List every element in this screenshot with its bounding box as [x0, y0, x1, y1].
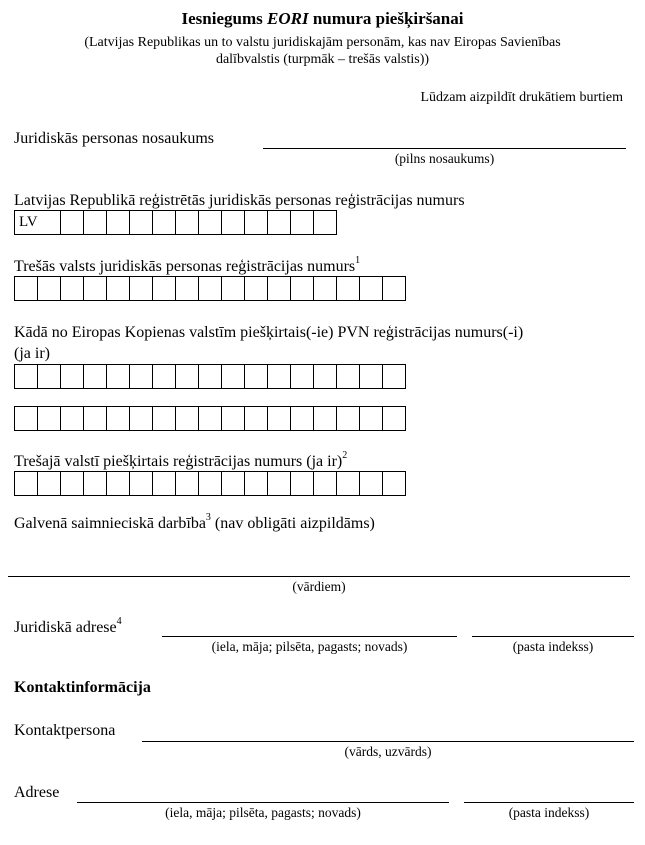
char-box[interactable] [360, 472, 383, 495]
char-box[interactable] [360, 277, 383, 300]
lv-prefix-box: LV [15, 211, 61, 234]
contact-postal-input-line[interactable] [464, 802, 634, 803]
legal-name-caption: (pilns nosaukums) [394, 151, 495, 166]
char-box[interactable] [314, 407, 337, 430]
char-box[interactable] [291, 365, 314, 388]
vat-boxes-1[interactable] [14, 364, 406, 389]
legal-postal-input-line[interactable] [472, 636, 634, 637]
char-box[interactable] [222, 277, 245, 300]
char-box[interactable] [291, 277, 314, 300]
contact-heading: Kontaktinformācija [14, 679, 151, 696]
char-box[interactable] [268, 472, 291, 495]
char-box[interactable] [222, 211, 245, 234]
char-box[interactable] [245, 407, 268, 430]
char-box[interactable] [245, 211, 268, 234]
third-reg-label: Trešās valsts juridiskās personas reģistrācijas numurs$^1$ [14, 255, 361, 275]
char-box[interactable] [199, 277, 222, 300]
lv-reg-label: Latvijas Republikā reģistrētās juridiskās personas reģistrācijas numurs [14, 192, 465, 209]
vat-label-line2: (ja ir) [14, 345, 50, 362]
char-box[interactable] [84, 211, 107, 234]
form-subtitle-line1: (Latvijas Republikas un to valstu juridiskajām personām, kas nav Eiropas Savienības [84, 35, 561, 50]
char-box[interactable] [245, 472, 268, 495]
char-box[interactable] [337, 365, 360, 388]
char-box[interactable] [61, 365, 84, 388]
char-box[interactable] [176, 277, 199, 300]
char-box[interactable] [61, 211, 84, 234]
vat-label-line1: Kādā no Eiropas Kopienas valstīm piešķirtais(-ie) PVN reģistrācijas numurs(-i) [14, 324, 524, 341]
char-box[interactable] [199, 365, 222, 388]
char-box[interactable] [15, 365, 38, 388]
char-box[interactable] [107, 472, 130, 495]
char-box[interactable] [107, 407, 130, 430]
char-box[interactable] [15, 277, 38, 300]
char-box[interactable] [38, 365, 61, 388]
char-box[interactable] [61, 472, 84, 495]
char-box[interactable] [222, 365, 245, 388]
activity-label: Galvenā saimnieciskā darbība$^3$ (nav obligāti aizpildāms) [14, 512, 375, 532]
activity-input-line[interactable] [8, 576, 630, 577]
char-box[interactable] [314, 365, 337, 388]
char-box[interactable] [61, 277, 84, 300]
char-box[interactable] [291, 211, 314, 234]
char-box[interactable] [245, 277, 268, 300]
char-box[interactable] [222, 407, 245, 430]
char-box[interactable] [337, 407, 360, 430]
char-box[interactable] [153, 472, 176, 495]
legal-address-input-line[interactable] [162, 636, 457, 637]
third-reg-boxes[interactable] [14, 276, 406, 301]
char-box[interactable] [107, 277, 130, 300]
vat-boxes-2[interactable] [14, 406, 406, 431]
char-box[interactable] [176, 407, 199, 430]
char-box[interactable] [153, 407, 176, 430]
char-box[interactable] [130, 277, 153, 300]
contact-person-label: Kontaktpersona [14, 722, 116, 739]
char-box[interactable] [130, 472, 153, 495]
legal-postal-caption: (pasta indekss) [512, 639, 594, 654]
fill-instruction: Lūdzam aizpildīt drukātiem burtiem [420, 90, 623, 105]
char-box[interactable] [383, 365, 406, 388]
char-box[interactable] [130, 407, 153, 430]
char-box[interactable] [84, 472, 107, 495]
contact-address-label: Adrese [14, 784, 60, 801]
contact-postal-caption: (pasta indekss) [508, 805, 590, 820]
char-box[interactable] [383, 407, 406, 430]
char-box[interactable] [15, 472, 38, 495]
char-box[interactable] [245, 365, 268, 388]
char-box[interactable] [314, 472, 337, 495]
char-box[interactable] [268, 407, 291, 430]
char-box[interactable] [383, 472, 406, 495]
char-box[interactable] [199, 472, 222, 495]
char-box[interactable] [268, 211, 291, 234]
char-box[interactable] [291, 407, 314, 430]
contact-address-input-line[interactable] [77, 802, 449, 803]
char-box[interactable] [84, 365, 107, 388]
contact-address-caption: (iela, māja; pilsēta, pagasts; novads) [165, 805, 361, 820]
char-box[interactable] [38, 472, 61, 495]
form-title: Iesniegums EORI numura piešķiršanai [181, 9, 464, 28]
char-box[interactable] [61, 407, 84, 430]
char-box[interactable] [337, 277, 360, 300]
char-box[interactable] [199, 211, 222, 234]
char-box[interactable] [176, 211, 199, 234]
third-country-reg-boxes[interactable] [14, 471, 406, 496]
char-box[interactable] [38, 407, 61, 430]
char-box[interactable] [84, 277, 107, 300]
char-box[interactable] [130, 211, 153, 234]
char-box[interactable] [153, 365, 176, 388]
contact-person-caption: (vārds, uzvārds) [344, 744, 432, 759]
char-box[interactable] [176, 365, 199, 388]
third-country-reg-label: Trešajā valstī piešķirtais reģistrācijas numurs (ja ir)$^2$ [14, 450, 348, 470]
char-box[interactable] [268, 277, 291, 300]
char-box[interactable] [38, 277, 61, 300]
char-box[interactable] [130, 365, 153, 388]
char-box[interactable] [291, 472, 314, 495]
char-box[interactable] [107, 365, 130, 388]
char-box[interactable] [15, 407, 38, 430]
legal-address-label: Juridiskā adrese$^4$ [14, 616, 122, 636]
legal-name-label: Juridiskās personas nosaukums [14, 130, 214, 147]
char-box[interactable] [383, 277, 406, 300]
char-box[interactable] [153, 277, 176, 300]
legal-name-input-line[interactable] [263, 148, 626, 149]
char-box[interactable] [360, 407, 383, 430]
form-subtitle-line2: dalībvalstis (turpmāk – trešās valstis)) [215, 52, 430, 67]
char-box[interactable] [222, 472, 245, 495]
char-box[interactable] [314, 277, 337, 300]
char-box[interactable] [360, 365, 383, 388]
char-box[interactable] [268, 365, 291, 388]
lv-reg-boxes[interactable] [14, 210, 337, 235]
char-box[interactable] [84, 407, 107, 430]
char-box[interactable] [314, 211, 337, 234]
legal-address-caption: (iela, māja; pilsēta, pagasts; novads) [211, 639, 408, 654]
activity-caption: (vārdiem) [292, 579, 346, 594]
contact-person-input-line[interactable] [142, 741, 634, 742]
char-box[interactable] [153, 211, 176, 234]
char-box[interactable] [176, 472, 199, 495]
char-box[interactable] [199, 407, 222, 430]
char-box[interactable] [107, 211, 130, 234]
char-box[interactable] [337, 472, 360, 495]
